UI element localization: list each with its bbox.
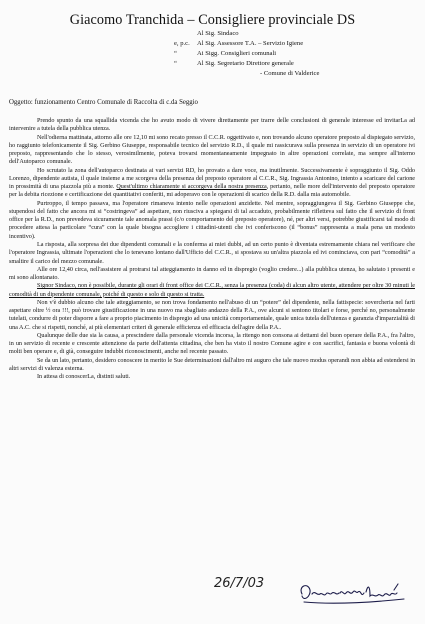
body-paragraph — [9, 299, 415, 332]
paragraph-text: Nell'odierna mattinata, attorno alle ore 12,10 mi sono recato presso il C.C.R. oggettivato e, non trovando alcuno operatore preposto al dispiegato servizio, ho raggiunto telefonicamente il Sig. Gerbino Giuseppe, responsabile tecnico del servizio R.D., il quale mi rassicurava sulla presenza in servizio di un operatore ivi preposto, rappresentando che lo stesso, verosimilmente, poteva trovarsi momentaneamente impegnato in altre operazioni correlate, ma sempre all'interno dell'Autoparco comunale. — [9, 134, 415, 166]
body-paragraph — [9, 200, 415, 241]
body-paragraph — [9, 373, 415, 381]
paragraph-text: La risposta, alla sorpresa dei due dipendenti comunali e la conferma ai miei dubbi, ad un certo punto è diventata estremamente chiara nel verificare che l'operatore Ingrassia, ultimate l'operazioni che lo tenevano lontano dall'Ufficio del C.C.R., si spostava su un'altra piazzola ed ivi cominciava, con pari “comodità” a smaltire il carico del mezzo comunale. — [9, 241, 415, 265]
recipient-line: Ai Sigg. Consiglieri comunali — [197, 50, 277, 57]
paragraph-text: Prendo spunto da una squallida vicenda che ho avuto modo di vivere direttamente per trarre delle conclusioni di generale interesse ed invitarLa ad intervenire a tutela della pubblica utenza. — [9, 118, 415, 133]
underlined-text: Quest'ultimo chiaramente si accorgeva della nostra presenza — [116, 184, 267, 191]
body-paragraph — [9, 266, 415, 283]
underlined-text: Signor Sindaco, non è possibile, durante gli orari di front office dei C.C.R., senza la presenza (coda) di alcun altro utente, attendere per oltre 30 minuti le comodità di un dipendente comunale, poiché di questo e solo di questo si tratta. — [9, 283, 415, 298]
paragraph-text: Purtroppo, il tempo passava, ma l'operatore rimaneva intento nelle operazioni anzidette. Nel mentre, sopraggiungeva il Sig. Gerbino Giuseppe che, stupendosi del fatto che ancora mi si “costringeva” ad aspettare, non riusciva a spiegarsi di tal accaduto, probabilmente riflettevа sul fatto che il servizio di front office per la R.D., non prevedeva sicuramente tale anomala prassi (c/o comportamento del preposto operatore), né, per altri versi, potrebbe giustificarsi tal modo di procedere attesa la particolare “cura” con la quale bisogna accogliere i cittadini-utenti che ivi conferiscono (il “bonus” rappresenta a mala pena un modesto incentivo). — [9, 200, 415, 240]
body-paragraph — [9, 282, 415, 299]
recipient-prefix: “ — [174, 50, 177, 57]
paragraph-text: , pertanto, nelle more dell'intervento del preposto operatore per la debita ricezione e certificazione dei quantitativi conferiti, mi adoperavo con le operazioni di scarico della R.D. dalla mia automobile. — [9, 184, 415, 199]
paragraph-text: Se da un lato, pertanto, desidero conoscere in merito le Sue determinazioni dall'altro mi auguro che tale nuovo modus operandi non abbia ad estendersi in altri servizi di valenza esterna. — [9, 357, 415, 372]
paragraph-text: Qualunque delle due sia la causa, a prescindere dalla personale vicenda incorsa, la ritengo non consona ai dettami del buon operare della P.A., fra l'altro, in un servizio di recente e crescente attenzione da parte dell'attenta cittadina, che ben ha visto il nostro Comune agire e con sacrifici, fantasia e buona volontà di molti ben operare e, di già, conseguire indubbi riconoscimenti, anche nel recente passato. — [9, 332, 415, 356]
body-paragraph — [9, 167, 415, 200]
body-paragraph — [9, 117, 415, 134]
paragraph-text: Alle ore 12,40 circa, nell'assistere al protrarsi tal atteggiamento in danno ed in dispregio (voglio credere...) alla pubblica utenza, ho salutato i presenti e mi sono allontanato. — [9, 266, 415, 282]
letter-subject: Oggetto: funzionamento Centro Comunale di Raccolta di c.da Seggio — [9, 99, 198, 106]
letter-heading: Giacomo Tranchida – Consigliere provinciale DS — [69, 12, 356, 28]
recipient-line: - Comune di Valderice — [260, 70, 320, 77]
body-paragraph — [9, 134, 415, 167]
paragraph-text: Non v'è dubbio alcuno che tale atteggiamento, se non trova fondamento nell'abuso di un “potere” del dipendente, nella fattispecie: sovercheria nel farti aspettare oltre ½ ora !!!, può trovare giustificazione in una nuovo ma sbagliato andazzo della P.A., ove alcuni si sentono titolari e forse, perché no, personalmente tutelati, condurre di poter disporre a fare a proprio piacimento in dispregio ad una unicità comportamentale, quale unica tutela dell'utenza e garanzia d'imparzialità di una A.C. che si rispetti, nonché, ai più elementari criteri di generale efficienza ed efficacia dell'agire della P.A.. — [9, 299, 415, 331]
body-paragraph — [9, 241, 415, 266]
recipient-prefix: e, p.c. — [174, 40, 190, 47]
paragraph-text: Ho scrutato la zona dell'autoparco destinata ai vari servizi RD, ho provato a dare voce, ma inutilmente. Successivamente è sopraggiunto il Sig. Oddo Lorenzo, dipendente autista, il quale insieme a me scorgeva della presenza del preposto operatore al C.C.R., Sig. Ingrassia Antonino, intento a scaricare del carione in prossimità di una piazzola più a monte. — [9, 167, 415, 191]
recipient-line: Al Sig. Segretario Direttore generale — [197, 60, 294, 67]
handwritten-date: 26/7/03 — [214, 576, 265, 591]
body-paragraph — [9, 332, 415, 357]
signature — [296, 580, 410, 608]
paragraph-text: In attesa di conoscerLa, distinti saluti. — [37, 374, 131, 381]
letter-body — [9, 117, 415, 382]
recipient-prefix: “ — [174, 60, 177, 67]
body-paragraph — [9, 357, 415, 374]
recipient-line: Al Sig. Sindaco — [197, 30, 239, 37]
recipient-line: Al Sig. Assessore T.A. – Servizio Igiene — [197, 40, 304, 47]
